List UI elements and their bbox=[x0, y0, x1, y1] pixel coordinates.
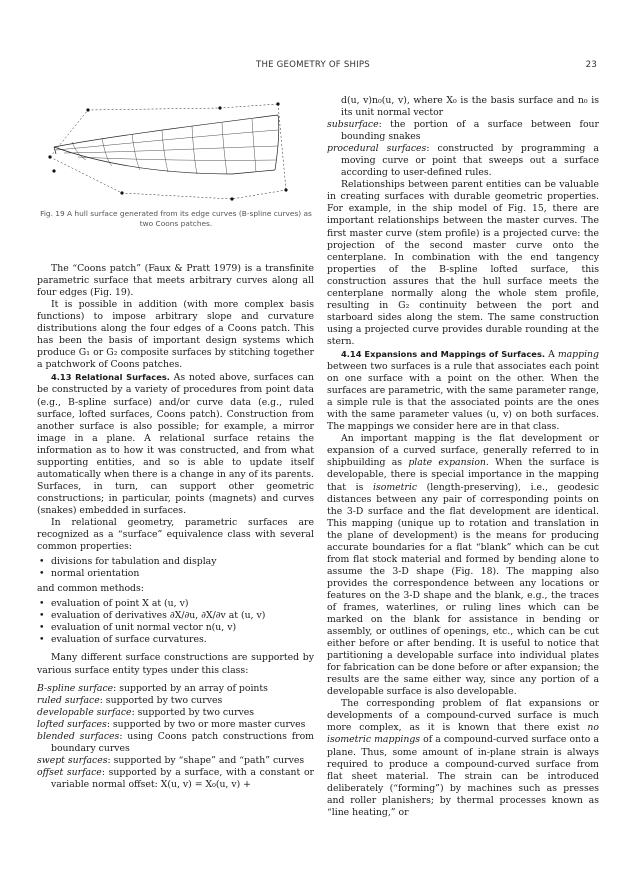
term: offset surface bbox=[37, 766, 102, 778]
list-item: • divisions for tabulation and display bbox=[37, 556, 314, 568]
running-header bbox=[256, 60, 597, 74]
term: procedural surfaces bbox=[327, 143, 427, 155]
definition: : supported by two curves bbox=[131, 706, 255, 718]
definition: : supported by an array of points bbox=[113, 682, 268, 694]
term: B-spline surface bbox=[37, 682, 114, 694]
paragraph bbox=[327, 433, 599, 698]
list-item bbox=[37, 767, 314, 791]
paragraph: Relationships between parent entities can be valuable in creating surfaces with durable geometric properties. For example, in the ship model of Fig. 15, there are important relationships between the master curves. The first master curve (stem profile) is a projected curve: the projection of the second master curve onto the centerplane. In combination with the end tangency properties of the B-spline lofted surface, this construction assures that the hull surface meets the centerplane normally along the whole stem profile, resulting in G₂ continuity between the port and starboard sides along the stem. The same construction using a projected curve provides durable rounding at the stern. bbox=[327, 179, 599, 347]
paragraph: The “Coons patch” (Faux & Pratt 1979) is a transfinite parametric surface that meets arbitrary curves along all four edges (Fig. 19). bbox=[37, 263, 314, 299]
term: no isometric mappings bbox=[327, 722, 599, 746]
term: ruled surface bbox=[37, 694, 100, 706]
section-4-14 bbox=[327, 348, 599, 433]
section-text: between two surfaces is a rule that associates each point on one surface with a point on the other. When the surfaces are parametric, with the same parameter range, a simple rule is that the associated points are the ones with the same parameter values (u, v) on both surfaces. The mappings we consider here are in that class. bbox=[327, 361, 599, 433]
paragraph: Many different surface constructions are supported by various surface entity types under this class: bbox=[37, 652, 314, 676]
page-number: 23 bbox=[585, 60, 597, 70]
station-7 bbox=[252, 119, 256, 172]
station-5 bbox=[192, 126, 197, 174]
list-item: • evaluation of point X at (u, v) bbox=[37, 598, 314, 610]
running-title: THE GEOMETRY OF SHIPS bbox=[256, 60, 370, 70]
term: lofted surfaces bbox=[37, 718, 107, 730]
list-item: • evaluation of unit normal vector n(u, v) bbox=[37, 622, 314, 634]
control-polygon-bottom bbox=[50, 157, 286, 199]
definition: : constructed by programming a moving curve or point that sweeps out a surface according to user-defined rules. bbox=[341, 143, 599, 179]
section-heading: 4.14 Expansions and Mappings of Surfaces. bbox=[341, 348, 546, 359]
list-item bbox=[37, 731, 314, 755]
list-item bbox=[327, 119, 599, 143]
control-point bbox=[276, 102, 279, 105]
properties-list bbox=[37, 556, 314, 580]
control-point bbox=[284, 188, 287, 191]
section-text: As noted above, surfaces can be constructed by a variety of procedures from point data (e.g., B-spline surface) and/or curve data (e.g., ruled surface, lofted surfaces, Coons patch). Construction from another surface is also possible; for example, a mirror image in a plane. A relational surface retains the information as to how it was constructed, and from what supporting entities, and so is able to update itself automatically when there is a change in any of its parents. Surfaces, in turn, can support other geometric constructions; in particular, points (magnets) and curves (snakes) embedded in surfaces. bbox=[37, 372, 314, 516]
list-item bbox=[327, 143, 599, 179]
station-6 bbox=[222, 123, 227, 174]
text: . When the surface is developable, there is special importance in the mapping that is bbox=[327, 457, 599, 493]
paragraph: It is possible in addition (with more complex basis functions) to impose arbitrary slope and curvature distributions along the four edges of a Coons patch. This has been the basis of important design systems which produce G₁ or G₂ composite surfaces by stitching together a patchwork of Coons patches. bbox=[37, 299, 314, 371]
control-polygon-top bbox=[50, 104, 278, 157]
surface-types-list bbox=[37, 683, 314, 791]
section-heading: 4.13 Relational Surfaces. bbox=[51, 372, 170, 383]
station-3 bbox=[132, 134, 140, 170]
control-point bbox=[230, 197, 233, 200]
left-column bbox=[37, 263, 314, 791]
text: The corresponding problem of flat expansions or developments of a compound-curved surface is much more complex, as it is known that there exist bbox=[327, 698, 599, 734]
hull-surface-figure bbox=[42, 98, 310, 208]
right-column bbox=[327, 95, 599, 819]
paragraph: and common methods: bbox=[37, 583, 144, 595]
stem-curve bbox=[275, 115, 279, 170]
control-polygon-stem bbox=[278, 104, 286, 190]
list-item: • evaluation of surface curvatures. bbox=[37, 634, 314, 646]
control-point bbox=[218, 106, 221, 109]
term: subsurface bbox=[327, 119, 379, 131]
waterline-2 bbox=[64, 146, 278, 153]
term: isometric bbox=[373, 481, 418, 493]
paragraph bbox=[327, 698, 599, 818]
list-item: • evaluation of derivatives ∂X/∂u, ∂X/∂v at (u, v) bbox=[37, 610, 314, 622]
term: swept surfaces bbox=[37, 754, 108, 766]
text: (length-preserving), i.e., geodesic distances between any pair of corresponding points on the 3-D surface and the flat development are identical. This mapping (unique up to rotation and translation in the plane of development) is the means for producing accurate boundaries for a flat “blank” which can be cut from flat stock material and formed by bending alone to assume the 3-D shape (Fig. 18). The mapping also provides the correspondence between any locations or features on the 3-D shape and the blank, e.g., the traces of frames, waterlines, or ruling lines which can be marked on the blank for assistance in bending or assembly, or outlines of openings, etc., which can be cut either before or after bending. It is useful to notice that partitioning a developable surface into individual plates for fabrication can be done before or after expansion; the results are the same either way, since any portion of a developable surface is also developable. bbox=[327, 481, 599, 698]
section-4-13 bbox=[37, 371, 314, 517]
section-text: A bbox=[545, 348, 558, 360]
control-point bbox=[120, 191, 123, 194]
term: mapping bbox=[557, 348, 599, 360]
paragraph: In relational geometry, parametric surfaces are recognized as a “surface” equivalence class with several common properties: bbox=[37, 516, 314, 553]
definition: : supported by two curves bbox=[99, 694, 223, 706]
term: blended surfaces bbox=[37, 730, 120, 742]
control-point bbox=[52, 169, 55, 172]
term: plate expansion bbox=[408, 457, 486, 469]
list-item bbox=[37, 707, 314, 719]
waterline-3 bbox=[78, 157, 276, 160]
control-point bbox=[86, 108, 89, 111]
text: of a compound-curved surface onto a plane. Thus, some amount of in-plane strain is always required to produce a compound-curved surface from flat sheet material. The strain can be introduced deliberately (“forming”) by machines such as presses and roller planishers; by thermal processes known as “line heating,” or bbox=[327, 734, 600, 818]
list-item: • normal orientation bbox=[37, 568, 314, 580]
definition: : supported by a surface, with a constant or variable normal offset: X(u, v) = X₀(u, v) + bbox=[51, 766, 314, 790]
control-point bbox=[48, 155, 51, 158]
term: developable surface bbox=[37, 706, 132, 718]
sheer-curve bbox=[54, 115, 278, 147]
figure-caption: Fig. 19 A hull surface generated from its edge curves (B-spline curves) as two Coons patches. bbox=[40, 209, 312, 228]
list-continuation: d(u, v)n₀(u, v), where X₀ is the basis surface and n₀ is its unit normal vector bbox=[341, 95, 599, 119]
station-4 bbox=[162, 130, 168, 172]
text: An important mapping is the flat development or expansion of a curved surface, generally referred to in shipbuilding as bbox=[327, 433, 599, 469]
list-item bbox=[37, 755, 314, 767]
list-item bbox=[37, 695, 314, 707]
definition: : supported by two or more master curves bbox=[106, 718, 306, 730]
definition: : supported by “shape” and “path” curves bbox=[107, 754, 305, 766]
list-item bbox=[37, 683, 314, 695]
list-item bbox=[37, 719, 314, 731]
methods-list bbox=[37, 598, 314, 646]
definition: : the portion of a surface between four bounding snakes bbox=[341, 119, 599, 143]
definition: : using Coons patch constructions from boundary curves bbox=[51, 730, 314, 754]
